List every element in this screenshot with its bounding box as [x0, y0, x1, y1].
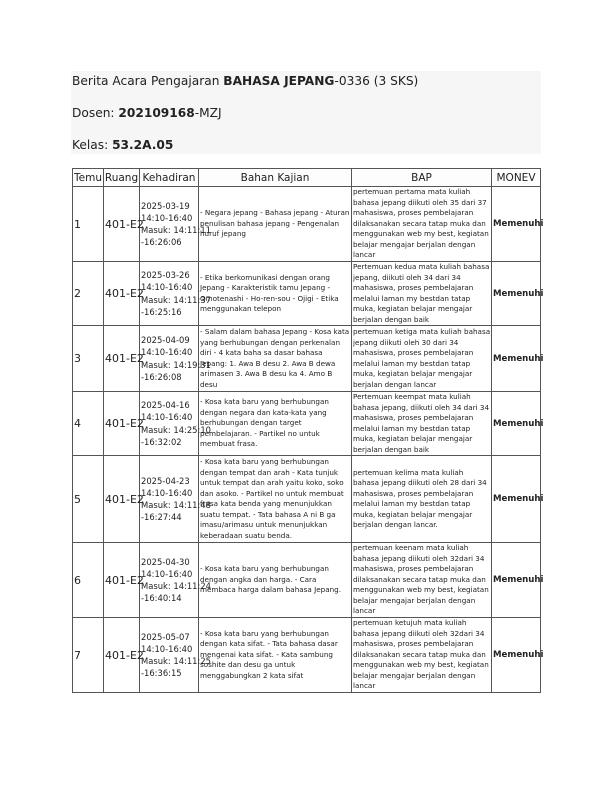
lecturer-label: Dosen: — [72, 106, 119, 120]
cell-ruang: 401-E2 — [104, 262, 140, 326]
cell-bahan-kajian: - Kosa kata baru yang berhubungan dengan negara dan kata-kata yang berhubungan dengan target pembelajaran. - Partikel no untuk membuat frasa. — [199, 392, 352, 456]
attendance-out: -16:36:15 — [141, 668, 182, 679]
cell-temu: 5 — [73, 456, 104, 543]
cell-temu: 2 — [73, 262, 104, 326]
cell-ruang: 401-E2 — [104, 326, 140, 392]
attendance-date: 2025-03-26 — [141, 270, 190, 281]
cell-bap: pertemuan ketiga mata kuliah bahasa jepang diikuti oleh 30 dari 34 mahasiswa, proses pembelajaran melalui laman my bestdan tatap muka, kegiatan belajar mengajar berjalan dengan lancar — [352, 326, 492, 392]
lecturer-line — [72, 106, 222, 120]
course-name: BAHASA JEPANG — [223, 74, 335, 88]
cell-monev: Memenuhi — [492, 618, 541, 693]
cell-bap: Pertemuan keempat mata kuliah bahasa jepang, diikuti oleh 34 dari 34 mahasiswa, proses pembelajaran melalui laman my bestdan tatap muka, kegiatan belajar mengajar berjalan dengan baik — [352, 392, 492, 456]
attendance-out: -16:26:06 — [141, 237, 182, 248]
cell-ruang: 401-E2 — [104, 543, 140, 618]
document-title — [72, 74, 418, 88]
cell-bap: pertemuan ketujuh mata kuliah bahasa jepang diikuti oleh 32dari 34 mahasiswa, proses pembelajaran dilaksanakan secara tatap muka dan menggunakan web my best, kegiatan belajar mengajar berjalan dengan lancar — [352, 618, 492, 693]
cell-bahan-kajian: - Kosa kata baru yang berhubungan dengan tempat dan arah - Kata tunjuk untuk tempat dan arah yaitu koko, soko dan asoko. - Partikel no untuk membuat frasa kata benda yang menunjukkan suatu tempat. - Tata bahasa A ni B ga imasu/arimasu untuk menunjukkan keberadaan suatu benda. — [199, 456, 352, 543]
cell-kehadiran — [140, 456, 211, 543]
attendance-out: -16:26:08 — [141, 371, 182, 382]
table-header-row — [73, 169, 541, 187]
table-row — [73, 187, 541, 262]
cell-bap: pertemuan pertama mata kuliah bahasa jepang diikuti oleh 35 dari 37 mahasiswa, proses pembelajaran dilaksanakan secara tatap muka dan menggunakan web my best, kegiatan belajar mengajar berjalan dengan lancar — [352, 187, 492, 262]
lecturer-id: 202109168 — [118, 106, 195, 120]
cell-temu: 6 — [73, 543, 104, 618]
attendance-schedule: 14:10-16:40 — [141, 347, 193, 358]
cell-kehadiran — [140, 326, 211, 392]
attendance-date: 2025-04-09 — [141, 335, 190, 346]
attendance-schedule: 14:10-16:40 — [141, 212, 193, 223]
cell-kehadiran — [140, 392, 211, 456]
attendance-date: 2025-03-19 — [141, 200, 190, 211]
attendance-date: 2025-04-30 — [141, 556, 190, 567]
cell-temu: 7 — [73, 618, 104, 693]
attendance-schedule: 14:10-16:40 — [141, 487, 193, 498]
attendance-in: Masuk: 14:11:24 — [141, 581, 211, 591]
attendance-in: Masuk: 14:11:37 — [141, 294, 211, 305]
cell-kehadiran — [140, 543, 211, 618]
header-ruang: Ruang — [104, 169, 140, 187]
teaching-record-table — [72, 168, 544, 693]
cell-bap: pertemuan keenam mata kuliah bahasa jepang diikuti oleh 32dari 34 mahasiswa, proses pembelajaran dilaksanakan secara tatap muka dan menggunakan web my best, kegiatan belajar mengajar berjalan dengan lancar — [352, 543, 492, 618]
attendance-out: -16:25:16 — [141, 306, 182, 317]
attendance-date: 2025-04-16 — [141, 400, 190, 411]
header-bap: BAP — [352, 169, 492, 187]
attendance-schedule: 14:10-16:40 — [141, 568, 193, 579]
table-row — [73, 326, 541, 392]
attendance-out: -16:27:44 — [141, 512, 182, 523]
table-row — [73, 392, 541, 456]
cell-monev: Memenuhi — [492, 187, 541, 262]
cell-bahan-kajian: - Salam dalam bahasa Jepang - Kosa kata yang berhubungan dengan perkenalan diri - 4 kata baha sa dasar bahasa Jepang: 1. Awa B desu 2. Awa B dewa arimasen 3. Awa B desu ka 4. Amo B desu — [199, 326, 352, 392]
cell-kehadiran — [140, 618, 211, 693]
attendance-schedule: 14:10-16:40 — [141, 282, 193, 293]
cell-ruang: 401-E2 — [104, 187, 140, 262]
header-kehadiran: Kehadiran — [140, 169, 199, 187]
class-line — [72, 138, 173, 152]
class-label: Kelas: — [72, 138, 113, 152]
table-row — [73, 262, 541, 326]
class-value: 53.2A.05 — [112, 138, 174, 152]
cell-bahan-kajian: - Etika berkomunikasi dengan orang Jepang - Karakteristik tamu Jepang - Omotenashi - Ho-ren-sou - Ojigi - Etika menggunakan telepon — [199, 262, 352, 326]
cell-bahan-kajian: - Kosa kata baru yang berhubungan dengan kata sifat. - Tata bahasa dasar mengenai kata sifat. - Kata sambung soshite dan desu ga untuk menggabungkan 2 kata sifat — [199, 618, 352, 693]
cell-kehadiran — [140, 262, 211, 326]
course-code: -0336 (3 SKS) — [334, 74, 419, 88]
document-header — [71, 71, 541, 154]
attendance-out: -16:40:14 — [141, 593, 182, 604]
cell-bap: Pertemuan kedua mata kuliah bahasa jepang, diikuti oleh 34 dari 34 mahasiswa, proses pembelajaran melalui laman my bestdan tatap muka, kegiatan belajar mengajar berjalan dengan baik — [352, 262, 492, 326]
title-prefix: Berita Acara Pengajaran — [72, 74, 224, 88]
cell-temu: 1 — [73, 187, 104, 262]
attendance-in: Masuk: 14:25:10 — [141, 424, 211, 435]
header-temu: Temu — [73, 169, 104, 187]
cell-monev: Memenuhi — [492, 543, 541, 618]
attendance-schedule: 14:10-16:40 — [141, 412, 193, 423]
table-row — [73, 618, 541, 693]
cell-ruang: 401-E2 — [104, 456, 140, 543]
cell-ruang: 401-E2 — [104, 618, 140, 693]
cell-bap: pertemuan kelima mata kuliah bahasa jepang diikuti oleh 28 dari 34 mahasiswa, proses pembelajaran melalui laman my bestdan tatap muka, kegiatan belajar mengajar berjalan dengan lancar. — [352, 456, 492, 543]
attendance-date: 2025-05-07 — [141, 631, 190, 642]
attendance-in: Masuk: 14:19:31 — [141, 359, 211, 370]
attendance-schedule: 14:10-16:40 — [141, 643, 193, 654]
cell-monev: Memenuhi — [492, 456, 541, 543]
lecturer-code: -MZJ — [194, 106, 222, 120]
cell-monev: Memenuhi — [492, 392, 541, 456]
attendance-in: Masuk: 14:11:48 — [141, 500, 211, 510]
cell-kehadiran — [140, 187, 211, 262]
cell-ruang: 401-E2 — [104, 392, 140, 456]
attendance-in: Masuk: 14:11:25 — [141, 656, 211, 666]
attendance-in: Masuk: 14:11:11 — [141, 225, 211, 235]
cell-monev: Memenuhi — [492, 262, 541, 326]
cell-temu: 3 — [73, 326, 104, 392]
header-bahan-kajian: Bahan Kajian — [199, 169, 352, 187]
cell-bahan-kajian: - Negara jepang - Bahasa jepang - Aturan penulisan bahasa jepang - Pengenalan huruf jepang — [199, 187, 352, 262]
attendance-date: 2025-04-23 — [141, 475, 190, 486]
table-row — [73, 456, 541, 543]
table-row — [73, 543, 541, 618]
header-monev: MONEV — [492, 169, 541, 187]
cell-bahan-kajian: - Kosa kata baru yang berhubungan dengan angka dan harga. - Cara membaca harga dalam bahasa Jepang. — [199, 543, 352, 618]
cell-temu: 4 — [73, 392, 104, 456]
attendance-out: -16:32:02 — [141, 436, 182, 447]
cell-monev: Memenuhi — [492, 326, 541, 392]
